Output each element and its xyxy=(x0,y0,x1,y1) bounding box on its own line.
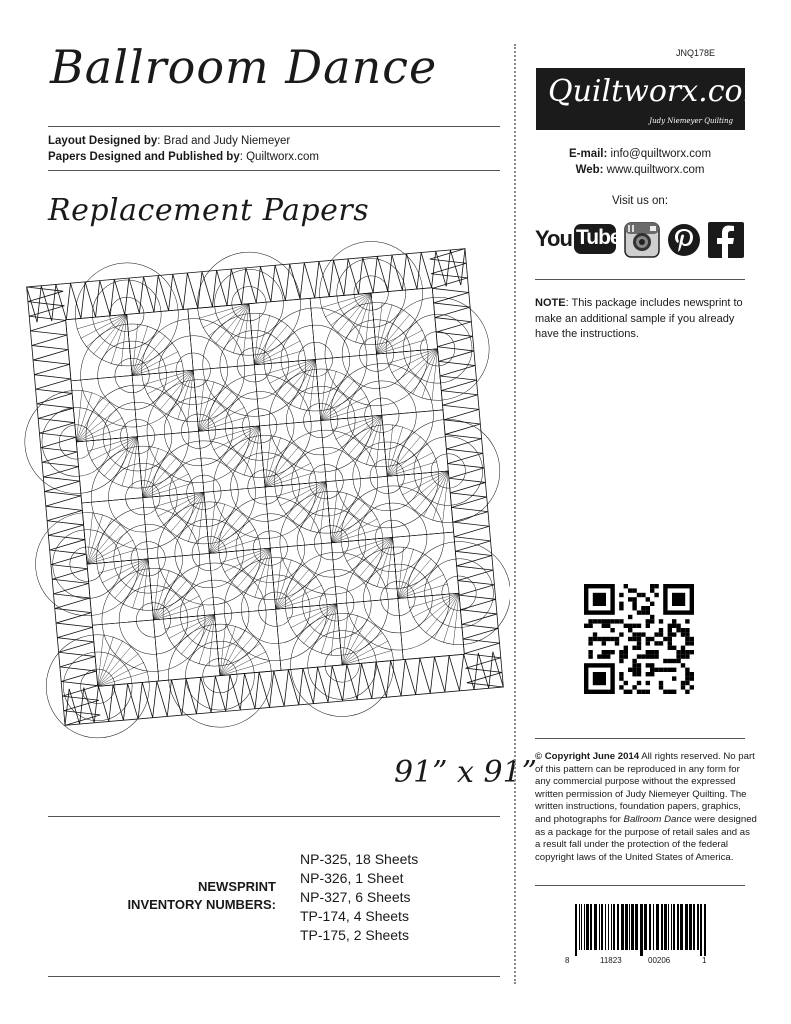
web-line[interactable]: Web: www.quiltworx.com xyxy=(575,164,705,176)
divider xyxy=(535,738,745,739)
inventory-list xyxy=(300,850,418,945)
contact-info xyxy=(530,146,750,178)
layout-credit: Layout Designed by: Brad and Judy Niemeyer xyxy=(48,135,291,147)
product-code: JNQ178E xyxy=(676,48,716,58)
email-line[interactable]: E-mail: info@quiltworx.com xyxy=(568,148,712,160)
papers-credit: Papers Designed and Published by: Quiltworx.com xyxy=(48,151,319,163)
divider xyxy=(48,976,500,977)
divider xyxy=(48,816,500,817)
divider xyxy=(48,126,500,127)
barcode xyxy=(573,904,709,956)
facebook-icon[interactable] xyxy=(708,222,744,258)
youtube-icon[interactable]: You Tube xyxy=(535,222,617,258)
inventory-item: NP-327, 6 Sheets xyxy=(300,889,411,905)
qr-code[interactable] xyxy=(584,584,694,694)
inventory-item: NP-325, 18 Sheets xyxy=(300,851,419,867)
instagram-icon[interactable] xyxy=(624,222,660,258)
pinterest-icon[interactable] xyxy=(667,222,701,258)
inventory-item: TP-174, 4 Sheets xyxy=(300,908,409,924)
divider xyxy=(535,885,745,886)
subtitle: Replacement Papers xyxy=(48,193,370,228)
page-title: Ballroom Dance xyxy=(50,40,438,94)
barcode-digit: 11823 xyxy=(600,956,622,965)
divider xyxy=(535,279,745,280)
inventory-item: NP-326, 1 Sheet xyxy=(300,870,404,886)
barcode-digit: 00206 xyxy=(648,956,671,965)
barcode-digit: 8 xyxy=(565,956,570,965)
copyright-notice: © Copyright June 2014 All rights reserved. No part of this pattern can be reproduced in any form for any commercial purpose without the expressed written permission of Judy Niemeyer Quilting. The written instructions, foundation papers, graphics, and photographs for Ballroom Dance were designed as a package for the purpose of retail sales and as a result fall under the protection of the federal copyright laws of the United States of America. xyxy=(535,751,757,863)
credits xyxy=(48,133,319,165)
divider xyxy=(48,170,500,171)
quiltworx-logo[interactable]: Quiltworx.com Judy Niemeyer Quilting xyxy=(536,68,745,130)
note-text: NOTE: This package includes newsprint to make an additional sample if you already have the instructions. xyxy=(535,297,743,340)
barcode-digit: 1 xyxy=(702,956,707,965)
inventory-item: TP-175, 2 Sheets xyxy=(300,927,409,943)
quilt-illustration xyxy=(20,232,510,742)
inventory-label: NEWSPRINT INVENTORY NUMBERS: xyxy=(127,879,276,912)
visit-label: Visit us on: xyxy=(611,195,669,207)
quilt-size: 91” x 91” xyxy=(394,755,538,790)
column-divider xyxy=(514,44,516,984)
